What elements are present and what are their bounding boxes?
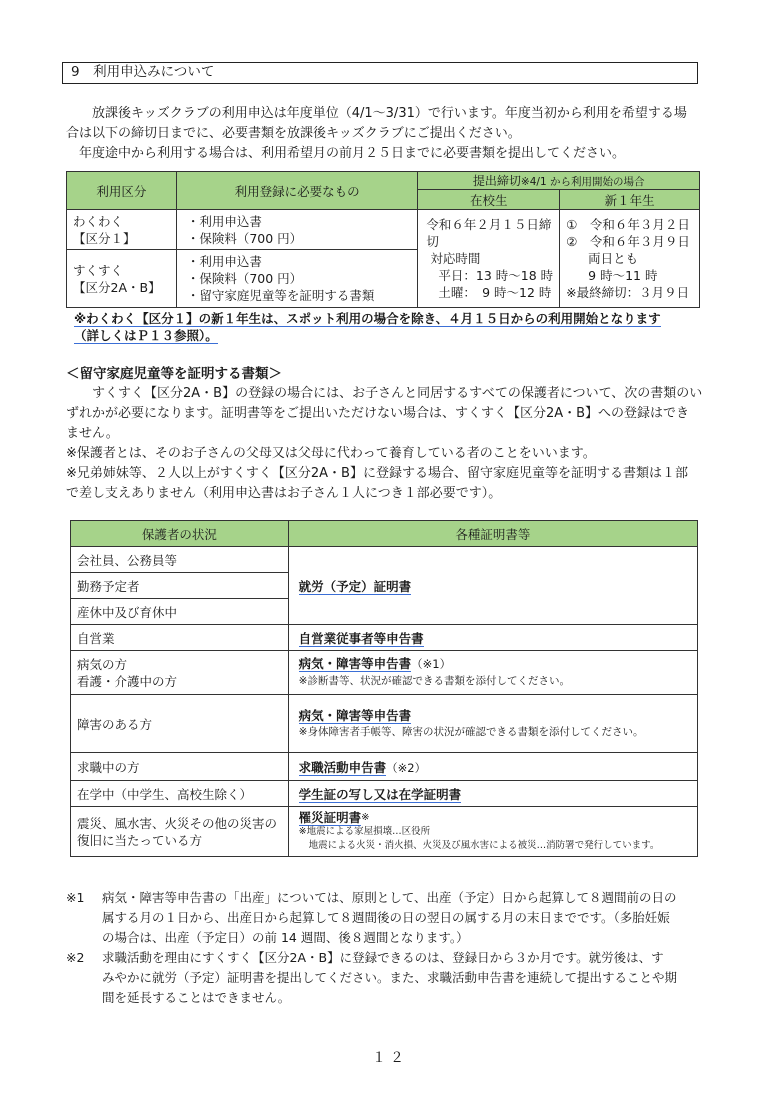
cert-employment xyxy=(288,547,697,625)
cert-disaster-note-1: ※地震による家屋損壊…区役所 xyxy=(298,826,431,837)
status-disaster-line-1: 震災、風水害、火災その他の災害の xyxy=(77,815,278,831)
deadline-new-first-graders xyxy=(560,210,700,308)
status-illness-care xyxy=(71,651,289,695)
cert-job-seeking-mark: （※2） xyxy=(386,760,427,775)
footnote-2 xyxy=(66,948,716,1008)
category-wakuwaku-name: わくわく xyxy=(73,213,124,229)
cert-disaster-text: 罹災証明書 xyxy=(298,810,362,825)
footnote-2-mark: ※2 xyxy=(66,950,85,965)
status-planned-work: 勤務予定者 xyxy=(71,573,289,599)
cert-disaster-mark: ※ xyxy=(361,812,370,823)
intro-line-2: 合は以下の締切日までに、必要書類を放課後キッズクラブにご提出ください。 xyxy=(66,126,521,141)
new-deadline-1: ① 令和６年３月２日 xyxy=(566,217,690,232)
current-hours-label: 対応時間 xyxy=(430,251,481,266)
doc-proof-of-absence: ・留守家庭児童等を証明する書類 xyxy=(186,288,375,303)
current-hours-saturday: 土曜： 9 時～12 時 xyxy=(438,285,552,300)
cert-self-employed-text: 自営業従事者等申告書 xyxy=(298,630,424,646)
certificate-table xyxy=(70,520,698,857)
cert-disaster-note-2: 地震による火災・消火損、火災及び風水害による被災…消防署で発行しています。 xyxy=(308,840,660,851)
status-student: 在学中（中学生、高校生除く） xyxy=(71,781,289,807)
cert-disaster xyxy=(288,807,697,857)
doc-insurance-fee: ・保険料（700 円） xyxy=(186,230,303,246)
cert-employment-text: 就労（予定）証明書 xyxy=(298,578,412,594)
section-title xyxy=(62,62,698,84)
footnote-2-line-3: 間を延長することはできません。 xyxy=(102,990,291,1005)
deadline-current-students xyxy=(418,210,560,308)
proof-docs-section xyxy=(66,364,706,504)
header-deadline xyxy=(418,172,700,190)
intro-paragraph xyxy=(66,104,706,164)
header-guardian-status: 保護者の状況 xyxy=(71,521,289,547)
footnote-1-mark: ※1 xyxy=(66,890,85,905)
category-wakuwaku xyxy=(67,210,177,250)
proof-docs-line-3: ません。 xyxy=(66,426,119,441)
footnote-1-line-2: 属する月の１日から、出産日から起算して８週間後の日の翌日の属する月の末日までです。（多胎妊娠 xyxy=(102,910,670,925)
new-hours: 9 時～11 時 xyxy=(588,268,658,283)
proof-docs-line-2: ずれかが必要になります。証明書等をご提出いただけない場合は、すくすく【区分2A・B】への登録はでき xyxy=(66,406,690,421)
new-both-days: 両日とも xyxy=(588,251,639,266)
page-number: １２ xyxy=(372,1050,408,1066)
cert-illness-mark: （※1） xyxy=(411,657,452,671)
cert-student-text: 学生証の写し又は在学証明書 xyxy=(298,786,462,802)
status-disaster-line-2: 復旧に当たっている方 xyxy=(77,832,203,848)
proof-docs-note-1: ※保護者とは、そのお子さんの父母又は父母に代わって養育している者のことをいいます。 xyxy=(66,446,596,461)
status-caregiving: 看護・介護中の方 xyxy=(77,673,178,689)
first-grader-notice xyxy=(74,310,714,344)
status-self-employed: 自営業 xyxy=(71,625,289,651)
cert-job-seeking xyxy=(288,753,697,781)
footnote-1 xyxy=(66,888,716,948)
cert-illness-note: ※診断書等、状況が確認できる書類を添付してください。 xyxy=(298,675,570,687)
header-current-students: 在校生 xyxy=(418,190,560,210)
cert-disability-note: ※身体障害者手帳等、障害の状況が確認できる書類を添付してください。 xyxy=(298,725,644,738)
cert-illness-text: 病気・障害等申告書 xyxy=(298,656,412,671)
status-disaster xyxy=(71,807,289,857)
current-hours-weekday: 平日：13 時～18 時 xyxy=(438,268,554,283)
cert-self-employed xyxy=(288,625,697,651)
cert-illness xyxy=(288,651,697,695)
header-category: 利用区分 xyxy=(67,172,177,210)
proof-docs-note-2: ※兄弟姉妹等、２人以上がすくすく【区分2A・B】に登録する場合、留守家庭児童等を証明する書類は１部 xyxy=(66,466,688,481)
status-job-seeking: 求職中の方 xyxy=(71,753,289,781)
footnote-2-line-1: 求職活動を理由にすくすく【区分2A・B】に登録できるのは、登録日から３か月です。就労後は、す xyxy=(102,950,664,965)
section-title-text: 9 利用申込みについて xyxy=(71,64,215,80)
header-new-first-graders: 新１年生 xyxy=(560,190,700,210)
header-required-docs: 利用登録に必要なもの xyxy=(176,172,418,210)
header-certificates: 各種証明書等 xyxy=(288,521,697,547)
status-maternity-leave: 産休中及び育休中 xyxy=(71,599,289,625)
footnote-1-line-3: の場合は、出産（予定日）の前 14 週間、後８週間となります。） xyxy=(102,930,469,945)
category-wakuwaku-code: 【区分１】 xyxy=(73,230,136,246)
proof-docs-title: ＜留守家庭児童等を証明する書類＞ xyxy=(66,366,282,382)
cert-disability-text: 病気・障害等申告書 xyxy=(298,707,412,723)
footnote-2-line-2: みやかに就労（予定）証明書を提出してください。また、求職活動申告書を連続して提出することや期 xyxy=(102,970,678,985)
proof-docs-line-1: すくすく【区分2A・B】の登録の場合には、お子さんと同居するすべての保護者について、次の書類のい xyxy=(92,386,703,401)
status-employee: 会社員、公務員等 xyxy=(71,547,289,573)
footnotes xyxy=(66,888,716,1008)
new-deadline-2: ② 令和６年３月９日 xyxy=(566,234,690,249)
cert-job-seeking-text: 求職活動申告書 xyxy=(298,759,387,775)
category-sukusuku-name: すくすく xyxy=(73,262,124,278)
footnote-1-line-1: 病気・障害等申告書の「出産」については、原則として、出産（予定）日から起算して８週間前の日の xyxy=(102,890,677,905)
header-deadline-label: 提出締切 xyxy=(472,174,521,188)
proof-docs-note-3: で差し支えありません（利用申込書はお子さん１人につき１部必要です）。 xyxy=(66,486,502,501)
notice-line-2: （詳しくはＰ１３参照）。 xyxy=(74,328,218,343)
notice-line-1: ※わくわく【区分１】の新１年生は、スポット利用の場合を除き、４月１５日からの利用開始となります xyxy=(74,311,661,326)
intro-line-3: 年度途中から利用する場合は、利用希望月の前月２５日までに必要書類を提出してください。 xyxy=(79,146,626,161)
new-final-deadline: ※最終締切：３月９日 xyxy=(566,285,690,300)
doc-application-form: ・利用申込書 xyxy=(186,254,262,269)
docs-sukusuku xyxy=(176,250,418,308)
category-sukusuku-code: 【区分2A・B】 xyxy=(73,279,161,295)
deadline-table xyxy=(66,171,700,308)
header-deadline-note: ※4/1 から利用開始の場合 xyxy=(520,176,645,188)
doc-insurance-fee: ・保険料（700 円） xyxy=(186,271,303,286)
status-disability: 障害のある方 xyxy=(71,695,289,753)
category-sukusuku xyxy=(67,250,177,308)
current-deadline-date: 令和６年２月１５日締切 xyxy=(426,217,552,249)
cert-student xyxy=(288,781,697,807)
status-illness: 病気の方 xyxy=(77,656,128,672)
docs-wakuwaku xyxy=(176,210,418,250)
doc-application-form: ・利用申込書 xyxy=(186,213,262,229)
cert-disability xyxy=(288,695,697,753)
intro-line-1: 放課後キッズクラブの利用申込は年度単位（4/1～3/31）で行います。年度当初から利用を希望する場 xyxy=(92,106,687,121)
